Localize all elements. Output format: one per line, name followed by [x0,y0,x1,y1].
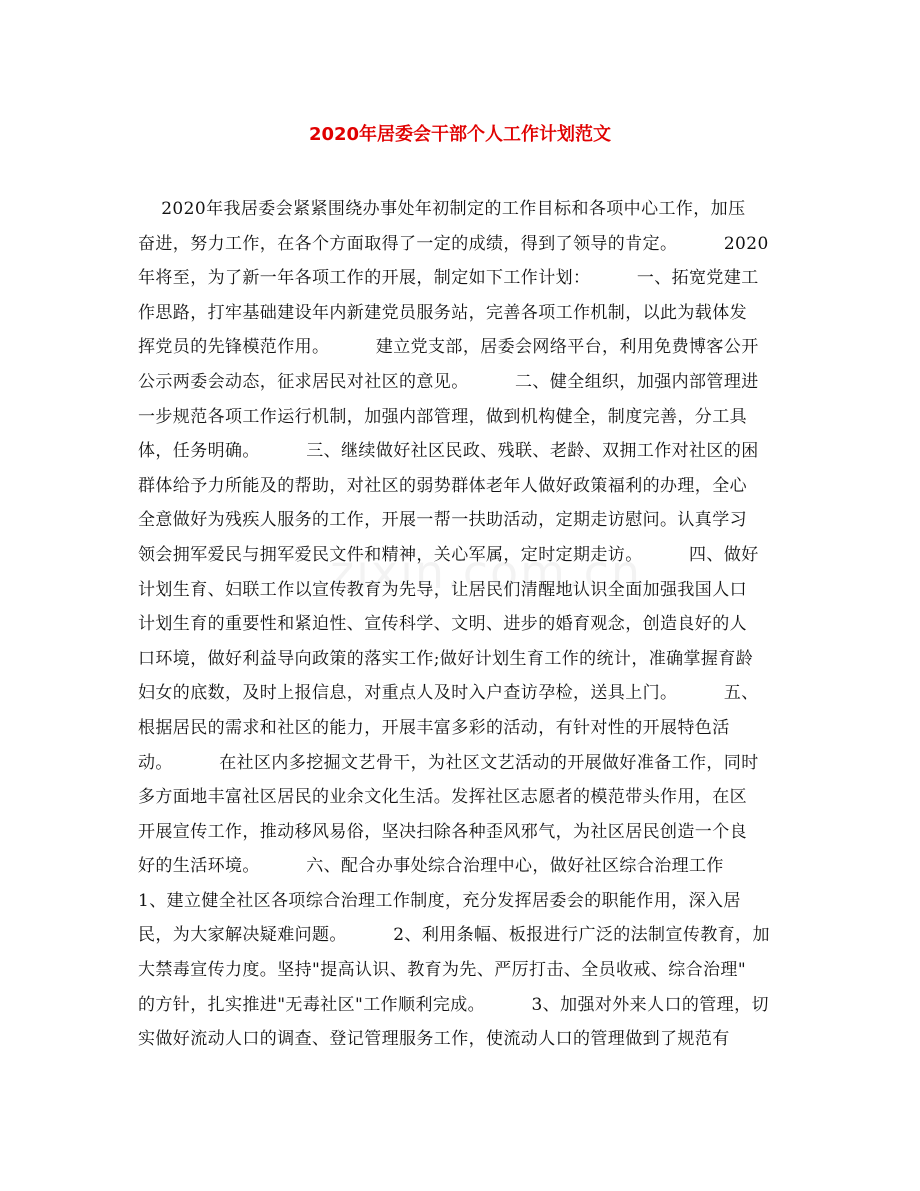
body-line: 的方针，扎实推进"无毒社区"工作顺利完成。 3、加强对外来人口的管理，切 [138,994,769,1015]
body-line: 口环境，做好利益导向政策的落实工作;做好计划生育工作的统计，准确掌握育龄 [138,648,754,669]
document-body [138,192,788,1057]
body-line: 群体给予力所能及的帮助，对社区的弱势群体老年人做好政策福利的办理，全心 [138,475,747,496]
body-line: 全意做好为残疾人服务的工作，开展一帮一扶助活动，定期走访慰问。认真学习 [138,510,747,531]
body-line: 妇女的底数，及时上报信息，对重点人及时入户查访孕检，送具上门。 五、 [138,683,759,704]
body-line: 民，为大家解决疑难问题。 2、利用条幅、板报进行广泛的法制宣传教育，加 [138,925,770,946]
body-line: 开展宣传工作，推动移风易俗，坚决扫除各种歪风邪气，为社区居民创造一个良 [138,821,747,842]
document-title: 2020年居委会干部个人工作计划范文 [308,124,612,145]
body-line: 动。 在社区内多挖掘文艺骨干，为社区文艺活动的开展做好准备工作，同时 [138,752,759,773]
body-line: 大禁毒宣传力度。坚持"提高认识、教育为先、严厉打击、全员收戒、综合治理" [138,960,747,981]
body-line: 体，任务明确。 三、继续做好社区民政、残联、老龄、双拥工作对社区的困 [138,441,759,462]
body-line: 好的生活环境。 六、配合办事处综合治理中心，做好社区综合治理工作 [138,856,724,877]
body-line: 作思路，打牢基础建设年内新建党员服务站，完善各项工作机制，以此为载体发 [138,302,747,323]
body-line: 奋进，努力工作，在各个方面取得了一定的成绩，得到了领导的肯定。 2020 [138,233,769,254]
body-line: 计划生育的重要性和紧迫性、宣传科学、文明、进步的婚育观念，创造良好的人 [138,614,747,635]
body-line: 1、建立健全社区各项综合治理工作制度，充分发挥居委会的职能作用，深入居 [138,890,741,911]
body-line: 公示两委会动态，征求居民对社区的意见。 二、健全组织，加强内部管理进 [138,371,759,392]
body-line: 实做好流动人口的调查、登记管理服务工作，使流动人口的管理做到了规范有 [138,1029,730,1050]
body-line: 领会拥军爱民与拥军爱民文件和精神，关心军属，定时定期走访。 四、做好 [138,544,759,565]
body-line: 根据居民的需求和社区的能力，开展丰富多彩的活动，有针对性的开展特色活 [138,717,730,738]
body-line: 年将至，为了新一年各项工作的开展，制定如下工作计划： 一、拓宽党建工 [138,268,759,289]
body-line: 2020年我居委会紧紧围绕办事处年初制定的工作目标和各项中心工作，加压 [138,199,746,219]
body-line: 计划生育、妇联工作以宣传教育为先导，让居民们清醒地认识全面加强我国人口 [138,579,747,600]
body-line: 挥党员的先锋模范作用。 建立党支部，居委会网络平台，利用免费博客公开 [138,337,759,358]
body-line: 多方面地丰富社区居民的业余文化生活。发挥社区志愿者的模范带头作用，在区 [138,787,747,808]
body-line: 一步规范各项工作运行机制，加强内部管理，做到机构健全，制度完善，分工具 [138,406,747,427]
